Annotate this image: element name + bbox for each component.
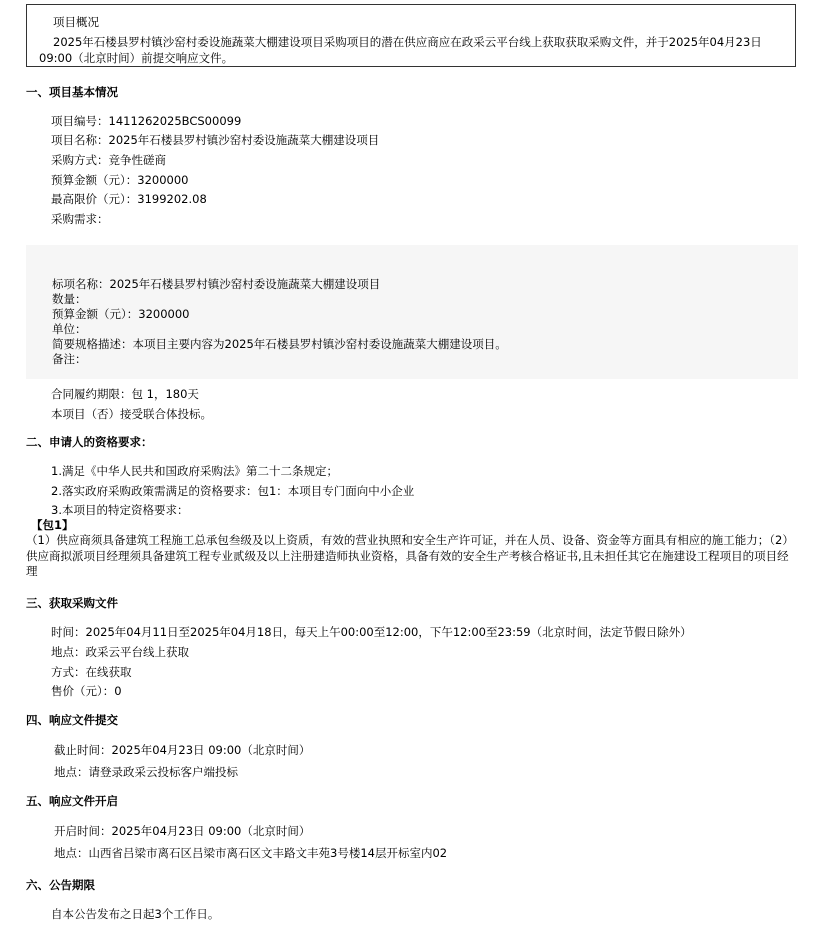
section-1-heading: 一、项目基本情况 [26, 85, 118, 99]
opening-time: 开启时间：2025年04月23日 09:00（北京时间） [54, 824, 311, 838]
procurement-method: 采购方式：竞争性磋商 [51, 153, 166, 167]
procurement-demand: 采购需求： [51, 212, 109, 226]
budget-amount: 预算金额（元）：3200000 [51, 173, 189, 187]
opening-place: 地点：山西省吕梁市离石区吕梁市离石区文丰路文丰苑3号楼14层开标室内02 [54, 846, 448, 860]
lot-spec: 简要规格描述：本项目主要内容为2025年石楼县罗村镇沙窑村委设施蔬菜大棚建设项目。 [52, 337, 507, 351]
submission-place: 地点：请登录政采云投标客户端投标 [54, 765, 238, 779]
lot-name: 标项名称：2025年石楼县罗村镇沙窑村委设施蔬菜大棚建设项目 [52, 277, 381, 291]
contract-period: 合同履约期限：包 1，180天 [51, 387, 199, 401]
overview-title: 项目概况 [53, 15, 99, 29]
lot-quantity: 数量： [52, 292, 87, 306]
overview-text: 2025年石楼县罗村镇沙窑村委设施蔬菜大棚建设项目采购项目的潜在供应商应在政采云平台线上获取获取采购文件，并于2025年04月23日 09:00（北京时间）前提交响应文件。 [39, 35, 762, 65]
project-name: 项目名称：2025年石楼县罗村镇沙窑村委设施蔬菜大棚建设项目 [51, 133, 380, 147]
obtain-place: 地点：政采云平台线上获取 [51, 645, 189, 659]
lot-unit: 单位： [52, 322, 87, 336]
specific-requirements: （1）供应商须具备建筑工程施工总承包叁级及以上资质，有效的营业执照和安全生产许可证，并在人员、设备、资金等方面具有相应的施工能力；（2）供应商拟派项目经理须具备建筑工程专业贰级及以上注册建造师执业资格，具备有效的安全生产考核合格证书,且未担任其它在施建设工程项目的项目经理 [26, 533, 794, 578]
section-6-heading: 六、公告期限 [26, 878, 95, 892]
consortium-note: 本项目（否）接受联合体投标。 [51, 407, 212, 421]
project-overview-box [26, 4, 796, 67]
section-5-heading: 五、响应文件开启 [26, 794, 118, 808]
qualification-item-3: 3.本项目的特定资格要求： [51, 503, 189, 517]
submission-deadline: 截止时间：2025年04月23日 09:00（北京时间） [54, 743, 311, 757]
announcement-period: 自本公告发布之日起3个工作日。 [51, 907, 220, 921]
package-label: 【包1】 [31, 518, 74, 532]
lot-note: 备注： [52, 352, 87, 366]
obtain-method: 方式：在线获取 [51, 665, 132, 679]
qualification-item-1: 1.满足《中华人民共和国政府采购法》第二十二条规定； [51, 464, 338, 478]
section-4-heading: 四、响应文件提交 [26, 713, 118, 727]
document-price: 售价（元）：0 [51, 684, 122, 698]
section-3-heading: 三、获取采购文件 [26, 596, 118, 610]
qualification-item-2: 2.落实政府采购政策需满足的资格要求：包1：本项目专门面向中小企业 [51, 484, 415, 498]
section-2-heading: 二、申请人的资格要求： [26, 435, 153, 449]
obtain-time: 时间：2025年04月11日至2025年04月18日，每天上午00:00至12:00，下午12:00至23:59（北京时间，法定节假日除外） [51, 625, 692, 639]
max-price: 最高限价（元）：3199202.08 [51, 192, 207, 206]
lot-details-panel [26, 245, 798, 379]
project-number: 项目编号：1411262025BCS00099 [51, 114, 242, 128]
lot-budget: 预算金额（元）：3200000 [52, 307, 190, 321]
